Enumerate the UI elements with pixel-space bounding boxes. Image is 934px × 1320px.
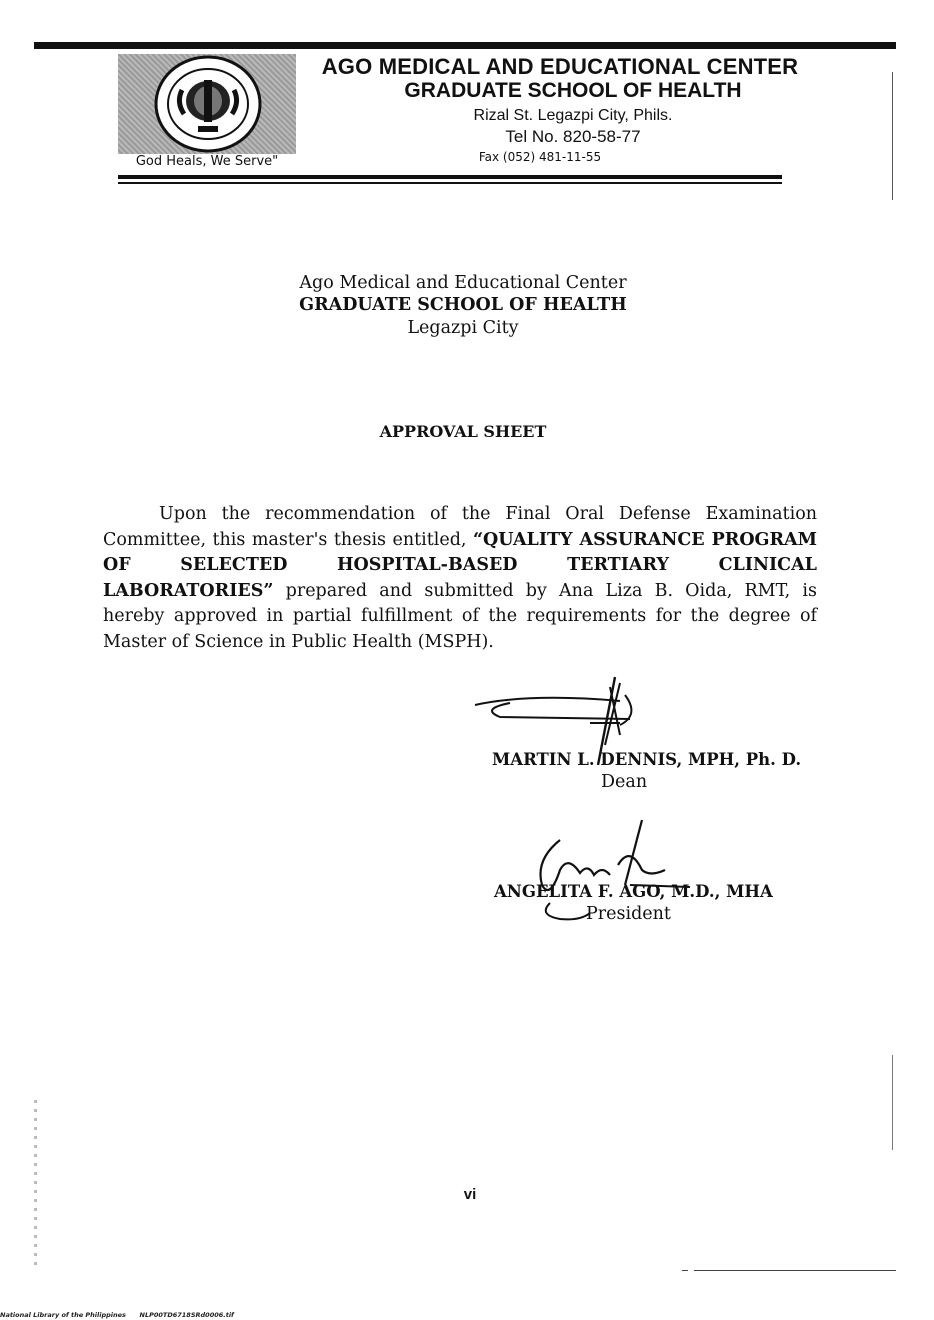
scan-edge-mark (892, 1055, 893, 1150)
institution-logo (118, 54, 296, 154)
scan-credit (0, 1311, 234, 1319)
president-title: President (586, 904, 671, 924)
scan-credit-library: National Library of the Philippines (0, 1311, 126, 1319)
page-number: vi (463, 1186, 477, 1203)
scan-speckle (34, 1100, 37, 1270)
approval-paragraph (103, 502, 817, 655)
scan-edge-line (892, 72, 893, 200)
institution-address: Rizal St. Legazpi City, Phils. (473, 107, 673, 124)
school-name: GRADUATE SCHOOL OF HEALTH (404, 79, 742, 102)
thesis-title: “QUALITY ASSURANCE PROGRAM OF SELECTED HOSPITAL-BASED TERTIARY CLINICAL LABORATORIES” (103, 529, 817, 601)
president-name: ANGELITA F. AGO, M.D., MHA (494, 882, 773, 901)
motto: God Heals, We Serve" (135, 154, 279, 169)
letterhead-school: GRADUATE SCHOOL OF HEALTH (299, 295, 627, 315)
seal-icon (148, 54, 268, 154)
header-top-rule (34, 42, 896, 49)
paragraph-conclusion: prepared and submitted by Ana Liza B. Oida, RMT, is hereby approved in partial fulfillment of the requirements for the degree of Master of Science in Public Health (MSPH). (103, 580, 817, 652)
dean-title: Dean (601, 772, 648, 792)
institution-fax: Fax (052) 481-11-55 (478, 150, 602, 164)
footer-dot (682, 1270, 688, 1271)
dean-name: MARTIN L. DENNIS, MPH, Ph. D. (492, 750, 802, 769)
footer-rule (694, 1270, 896, 1271)
page-title: APPROVAL SHEET (379, 422, 547, 441)
header-bottom-rule-thin (118, 182, 782, 184)
institution-tel: Tel No. 820-58-77 (505, 127, 641, 146)
scan-credit-file: NLP00TD6718SRd0006.tif (139, 1311, 234, 1319)
header-bottom-rule (118, 175, 782, 179)
letterhead-name: Ago Medical and Educational Center (299, 273, 627, 293)
letterhead-city: Legazpi City (407, 318, 519, 338)
paragraph-intro: Upon the recommendation of the Final Oral Defense Examination Committee, this master's thesis entitled, (103, 504, 817, 550)
institution-name: AGO MEDICAL AND EDUCATIONAL CENTER (321, 54, 799, 79)
